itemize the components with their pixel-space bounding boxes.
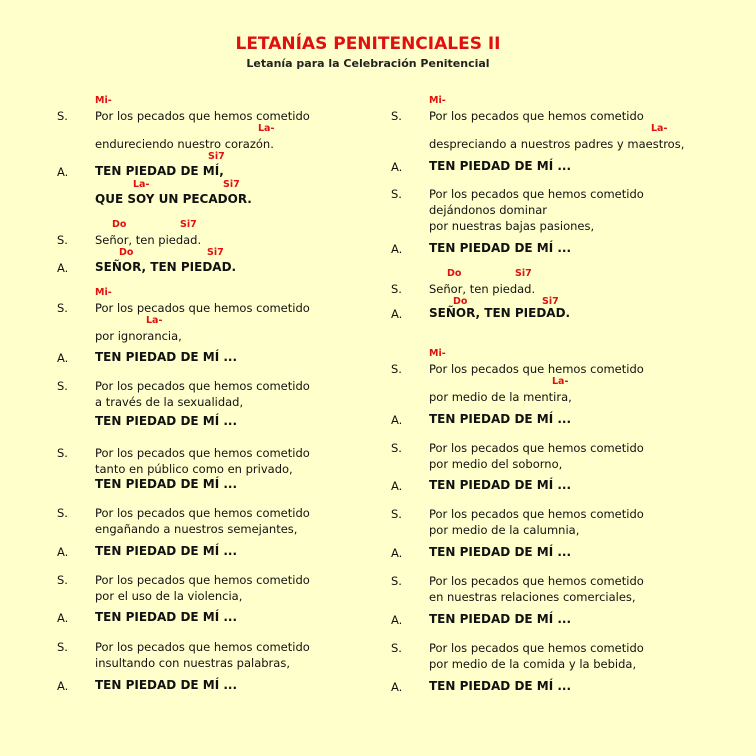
response-line: TEN PIEDAD DE MÍ ... — [429, 612, 572, 626]
chord: La- — [146, 315, 163, 326]
label-a: A. — [391, 242, 403, 256]
response-line: TEN PIEDAD DE MÍ, — [95, 164, 224, 178]
label-s: S. — [57, 640, 68, 654]
label-s: S. — [57, 233, 68, 247]
verse-line: Por los pecados que hemos cometido — [429, 109, 644, 123]
verse-line: Por los pecados que hemos cometido — [95, 573, 310, 587]
label-s: S. — [391, 187, 402, 201]
page-subtitle: Letanía para la Celebración Penitencial — [246, 57, 490, 70]
chord: Mi- — [429, 95, 446, 106]
chord: Si7 — [223, 179, 240, 190]
verse-line: insultando con nuestras palabras, — [95, 656, 290, 670]
chord: Do — [453, 296, 468, 307]
response-line: TEN PIEDAD DE MÍ ... — [429, 478, 572, 492]
response-line: TEN PIEDAD DE MÍ ... — [95, 544, 238, 558]
verse-line: por medio de la comida y la bebida, — [429, 657, 637, 671]
verse-line: Por los pecados que hemos cometido — [429, 507, 644, 521]
chord: Do — [447, 268, 462, 279]
label-s: S. — [391, 282, 402, 296]
label-s: S. — [57, 446, 68, 460]
chord: La- — [552, 376, 569, 387]
label-s: S. — [57, 573, 68, 587]
verse-line: Por los pecados que hemos cometido — [429, 187, 644, 201]
verse-line: despreciando a nuestros padres y maestros, — [429, 137, 685, 151]
verse-line: Por los pecados que hemos cometido — [95, 506, 310, 520]
label-a: A. — [57, 351, 69, 365]
label-s: S. — [57, 379, 68, 393]
verse-line: por el uso de la violencia, — [95, 589, 243, 603]
label-a: A. — [57, 679, 69, 693]
label-s: S. — [57, 301, 68, 315]
response-line: SEÑOR, TEN PIEDAD. — [429, 306, 571, 320]
label-a: A. — [391, 160, 403, 174]
chord: Mi- — [95, 287, 112, 298]
chord: Do — [119, 247, 134, 258]
chord: Do — [112, 219, 127, 230]
response-line: TEN PIEDAD DE MÍ ... — [95, 414, 238, 428]
verse-line: Por los pecados que hemos cometido — [95, 301, 310, 315]
response-line: TEN PIEDAD DE MÍ ... — [429, 159, 572, 173]
verse-line: Por los pecados que hemos cometido — [95, 109, 310, 123]
verse-line: por ignorancia, — [95, 329, 182, 343]
label-a: A. — [57, 611, 69, 625]
label-a: A. — [391, 613, 403, 627]
chord: La- — [651, 123, 668, 134]
label-s: S. — [391, 641, 402, 655]
verse-line: engañando a nuestros semejantes, — [95, 522, 298, 536]
verse-line: Por los pecados que hemos cometido — [95, 640, 310, 654]
label-a: A. — [57, 261, 69, 275]
response-line: QUE SOY UN PECADOR. — [95, 192, 252, 206]
response-line: SEÑOR, TEN PIEDAD. — [95, 260, 237, 274]
response-line: TEN PIEDAD DE MÍ ... — [429, 679, 572, 693]
chord: Si7 — [207, 247, 224, 258]
chord: Si7 — [180, 219, 197, 230]
verse-line: por nuestras bajas pasiones, — [429, 219, 595, 233]
response-line: TEN PIEDAD DE MÍ ... — [429, 241, 572, 255]
verse-line: por medio de la mentira, — [429, 390, 572, 404]
verse-line: por medio de la calumnia, — [429, 523, 580, 537]
label-a: A. — [391, 680, 403, 694]
verse-line: Señor, ten piedad. — [95, 233, 202, 247]
chord: Si7 — [515, 268, 532, 279]
chord: La- — [258, 123, 275, 134]
verse-line: Por los pecados que hemos cometido — [429, 362, 644, 376]
verse-line: Señor, ten piedad. — [429, 282, 536, 296]
label-s: S. — [391, 441, 402, 455]
verse-line: Por los pecados que hemos cometido — [429, 641, 644, 655]
verse-line: a través de la sexualidad, — [95, 395, 244, 409]
verse-line: Por los pecados que hemos cometido — [95, 446, 310, 460]
label-s: S. — [391, 109, 402, 123]
verse-line: endureciendo nuestro corazón. — [95, 137, 274, 151]
chord: Mi- — [95, 95, 112, 106]
verse-line: dejándonos dominar — [429, 203, 548, 217]
label-a: A. — [391, 307, 403, 321]
label-a: A. — [391, 546, 403, 560]
response-line: TEN PIEDAD DE MÍ ... — [95, 350, 238, 364]
chord: La- — [133, 179, 150, 190]
response-line: TEN PIEDAD DE MÍ ... — [429, 545, 572, 559]
response-line: TEN PIEDAD DE MÍ ... — [95, 610, 238, 624]
label-s: S. — [391, 574, 402, 588]
verse-line: Por los pecados que hemos cometido — [95, 379, 310, 393]
page-title: LETANÍAS PENITENCIALES II — [235, 34, 501, 54]
label-a: A. — [57, 545, 69, 559]
label-a: A. — [57, 165, 69, 179]
label-a: A. — [391, 479, 403, 493]
label-s: S. — [391, 362, 402, 376]
response-line: TEN PIEDAD DE MÍ ... — [95, 678, 238, 692]
label-s: S. — [57, 506, 68, 520]
verse-line: tanto en público como en privado, — [95, 462, 293, 476]
verse-line: por medio del soborno, — [429, 457, 563, 471]
verse-line: en nuestras relaciones comerciales, — [429, 590, 636, 604]
verse-line: Por los pecados que hemos cometido — [429, 574, 644, 588]
label-s: S. — [57, 109, 68, 123]
label-a: A. — [391, 413, 403, 427]
response-line: TEN PIEDAD DE MÍ ... — [429, 412, 572, 426]
chord: Si7 — [208, 151, 225, 162]
chord: Mi- — [429, 348, 446, 359]
chord: Si7 — [542, 296, 559, 307]
label-s: S. — [391, 507, 402, 521]
response-line: TEN PIEDAD DE MÍ ... — [95, 477, 238, 491]
verse-line: Por los pecados que hemos cometido — [429, 441, 644, 455]
